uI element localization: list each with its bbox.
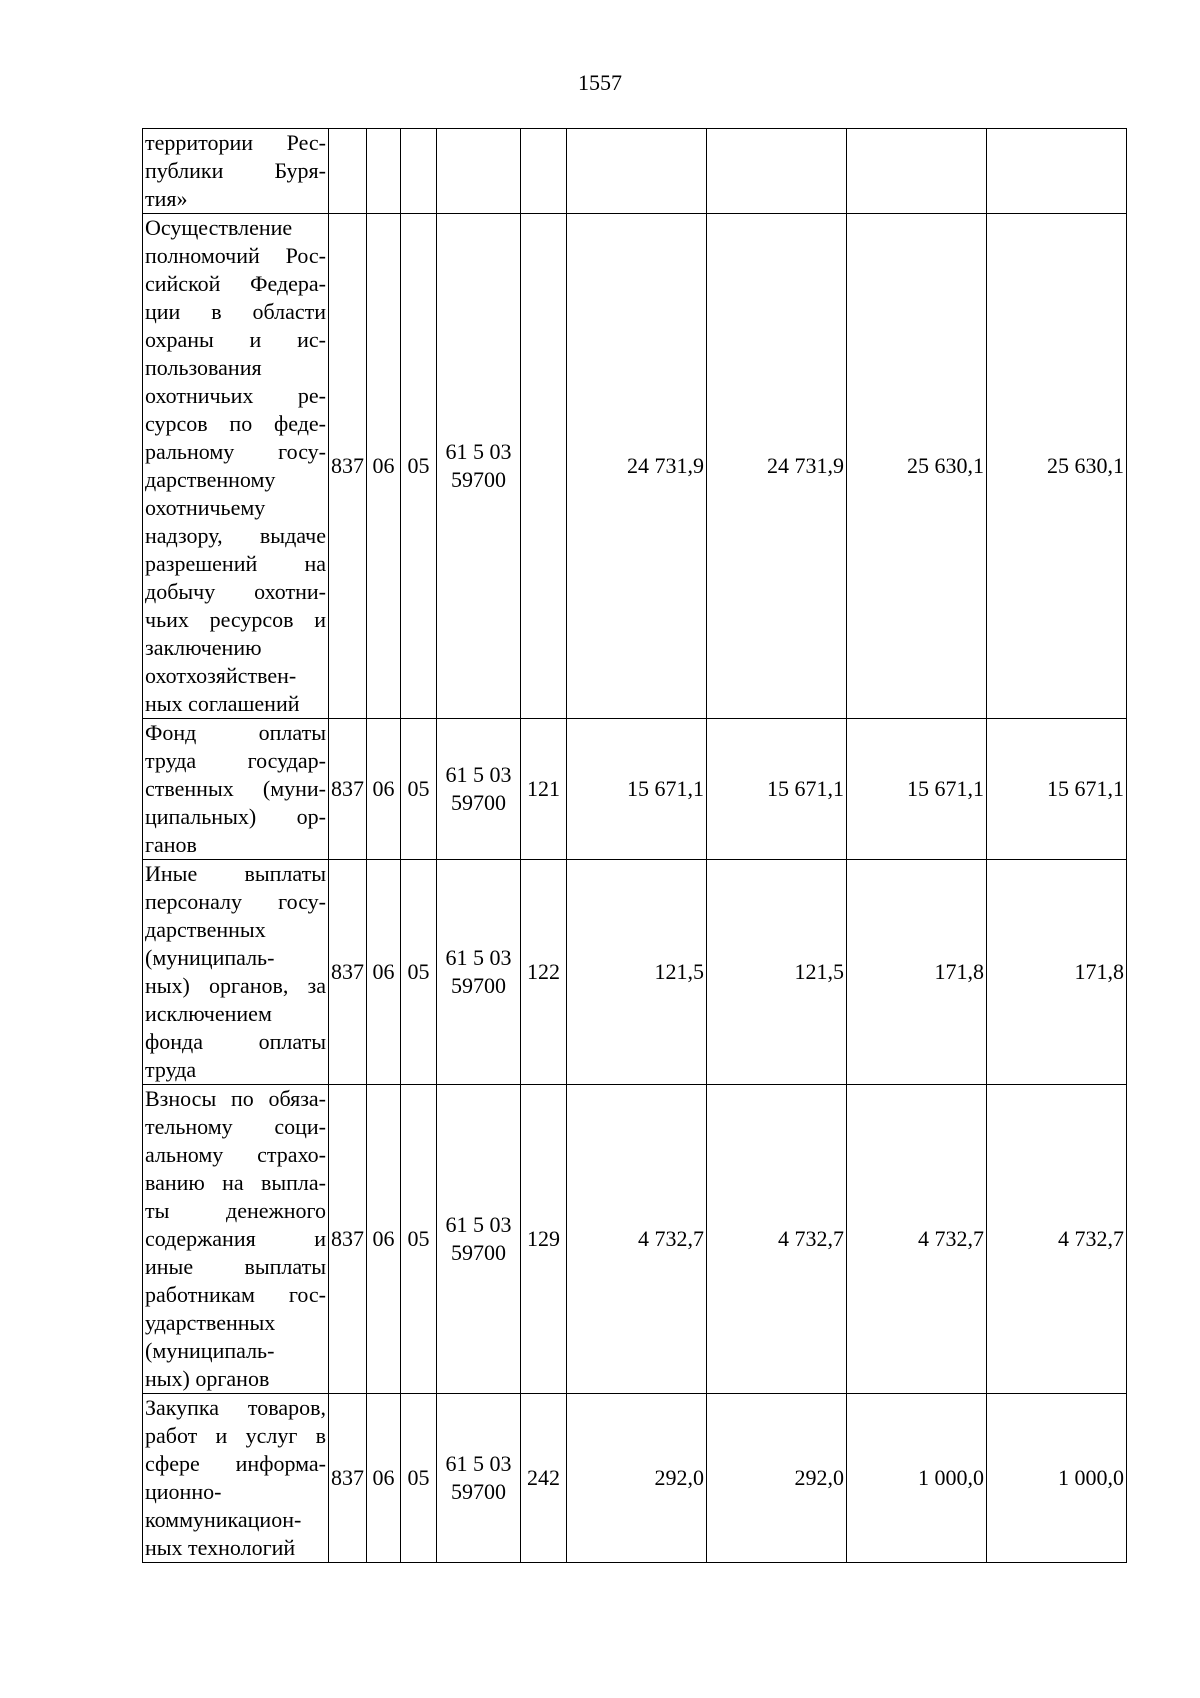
row-name-line: ных технологий — [145, 1535, 296, 1560]
amount-cell-4: 1 000,0 — [987, 1394, 1127, 1563]
page-number: 1557 — [578, 70, 622, 95]
row-name-line: ных) органов, за — [145, 973, 326, 998]
target-article-cell — [437, 1085, 521, 1394]
section-cell — [367, 129, 401, 214]
target-article-line: 59700 — [451, 973, 506, 998]
amount-cell-4 — [987, 129, 1127, 214]
section-cell: 06 — [367, 214, 401, 719]
row-name-line: ных соглашений — [145, 691, 300, 716]
row-name-line: Закупка товаров, — [145, 1395, 326, 1420]
amount-cell-4: 25 630,1 — [987, 214, 1127, 719]
row-name-line: исключением — [145, 1001, 272, 1026]
row-name-line: публики Буря- — [145, 158, 326, 183]
row-name-line: территории Рес- — [145, 130, 326, 155]
row-name-line: охотничьих ре- — [145, 383, 326, 408]
row-name-line: разрешений на — [145, 551, 326, 576]
row-name-line: альному страхо- — [145, 1142, 326, 1167]
target-article-line: 59700 — [451, 1240, 506, 1265]
row-name-line: сийской Федера- — [145, 271, 326, 296]
row-name-line: (муниципаль- — [145, 945, 275, 970]
row-name-line: охраны и ис- — [145, 327, 326, 352]
amount-cell-4: 171,8 — [987, 860, 1127, 1085]
row-name-cell — [143, 214, 329, 719]
row-name-line: ционно- — [145, 1479, 222, 1504]
row-name-line: ударственных — [145, 1310, 276, 1335]
expense-type-cell: 242 — [521, 1394, 567, 1563]
amount-cell-3: 1 000,0 — [847, 1394, 987, 1563]
row-name-line: дарственному — [145, 467, 276, 492]
row-name-line: (муниципаль- — [145, 1338, 275, 1363]
target-article-line: 61 5 03 — [445, 439, 512, 464]
row-name-line: Осуществление — [145, 215, 293, 240]
row-name-line: тельному соци- — [145, 1114, 326, 1139]
row-name-cell — [143, 860, 329, 1085]
row-name-line: труда — [145, 1057, 197, 1082]
row-name-line: охотничьему — [145, 495, 266, 520]
amount-cell-3: 15 671,1 — [847, 719, 987, 860]
row-name-cell — [143, 1085, 329, 1394]
table-row — [143, 214, 1127, 719]
target-article-line: 61 5 03 — [445, 1451, 512, 1476]
amount-cell-3: 4 732,7 — [847, 1085, 987, 1394]
row-name-line: ции в области — [145, 299, 326, 324]
subsection-cell: 05 — [401, 719, 437, 860]
target-article-cell — [437, 719, 521, 860]
row-name-line: пользования — [145, 355, 262, 380]
row-name-cell — [143, 129, 329, 214]
row-name-line: содержания и — [145, 1226, 326, 1251]
expense-type-cell: 122 — [521, 860, 567, 1085]
subsection-cell: 05 — [401, 860, 437, 1085]
row-name-line: Взносы по обяза- — [145, 1086, 326, 1111]
amount-cell-3: 171,8 — [847, 860, 987, 1085]
table-row — [143, 719, 1127, 860]
amount-cell-2: 24 731,9 — [707, 214, 847, 719]
target-article-line: 59700 — [451, 790, 506, 815]
row-name-line: тия» — [145, 186, 188, 211]
grbs-cell: 837 — [329, 719, 367, 860]
amount-cell-1 — [567, 129, 707, 214]
row-name-line: охотхозяйствен- — [145, 663, 297, 688]
row-name-line: чьих ресурсов и — [145, 607, 326, 632]
row-name-line: ганов — [145, 832, 197, 857]
section-cell: 06 — [367, 1394, 401, 1563]
row-name-line: персоналу госу- — [145, 889, 326, 914]
target-article-cell — [437, 214, 521, 719]
row-name-line: Фонд оплаты — [145, 720, 326, 745]
amount-cell-1: 15 671,1 — [567, 719, 707, 860]
row-name-line: добычу охотни- — [145, 579, 326, 604]
grbs-cell: 837 — [329, 1394, 367, 1563]
grbs-cell: 837 — [329, 860, 367, 1085]
section-cell: 06 — [367, 719, 401, 860]
expense-type-cell — [521, 214, 567, 719]
table-body — [143, 129, 1127, 1563]
amount-cell-1: 24 731,9 — [567, 214, 707, 719]
row-name-line: надзору, выдаче — [145, 523, 326, 548]
amount-cell-1: 121,5 — [567, 860, 707, 1085]
row-name-line: ственных (муни- — [145, 776, 326, 801]
row-name-line: ципальных) ор- — [145, 804, 326, 829]
amount-cell-1: 292,0 — [567, 1394, 707, 1563]
grbs-cell — [329, 129, 367, 214]
table-row — [143, 860, 1127, 1085]
subsection-cell — [401, 129, 437, 214]
row-name-line: работ и услуг в — [145, 1423, 326, 1448]
target-article-cell — [437, 1394, 521, 1563]
target-article-cell — [437, 129, 521, 214]
subsection-cell: 05 — [401, 214, 437, 719]
row-name-line: труда государ- — [145, 748, 326, 773]
amount-cell-2: 121,5 — [707, 860, 847, 1085]
section-cell: 06 — [367, 1085, 401, 1394]
row-name-line: ты денежного — [145, 1198, 326, 1223]
budget-table — [142, 128, 1127, 1563]
row-name-line: ральному госу- — [145, 439, 326, 464]
table-row — [143, 1085, 1127, 1394]
amount-cell-3: 25 630,1 — [847, 214, 987, 719]
row-name-line: дарственных — [145, 917, 266, 942]
row-name-line: полномочий Рос- — [145, 243, 326, 268]
row-name-cell — [143, 1394, 329, 1563]
grbs-cell: 837 — [329, 214, 367, 719]
row-name-cell — [143, 719, 329, 860]
section-cell: 06 — [367, 860, 401, 1085]
target-article-line: 61 5 03 — [445, 1212, 512, 1237]
expense-type-cell: 121 — [521, 719, 567, 860]
row-name-line: заключению — [145, 635, 262, 660]
amount-cell-3 — [847, 129, 987, 214]
row-name-line: сурсов по феде- — [145, 411, 326, 436]
expense-type-cell: 129 — [521, 1085, 567, 1394]
amount-cell-4: 4 732,7 — [987, 1085, 1127, 1394]
target-article-line: 61 5 03 — [445, 945, 512, 970]
target-article-line: 59700 — [451, 1479, 506, 1504]
amount-cell-2 — [707, 129, 847, 214]
subsection-cell: 05 — [401, 1394, 437, 1563]
target-article-line: 61 5 03 — [445, 762, 512, 787]
row-name-line: ванию на выпла- — [145, 1170, 326, 1195]
row-name-line: работникам гос- — [145, 1282, 326, 1307]
row-name-line: фонда оплаты — [145, 1029, 326, 1054]
row-name-line: Иные выплаты — [145, 861, 326, 886]
row-name-line: ных) органов — [145, 1366, 270, 1391]
row-name-line: коммуникацион- — [145, 1507, 302, 1532]
table-row — [143, 1394, 1127, 1563]
table-row — [143, 129, 1127, 214]
row-name-line: иные выплаты — [145, 1254, 326, 1279]
subsection-cell: 05 — [401, 1085, 437, 1394]
amount-cell-2: 4 732,7 — [707, 1085, 847, 1394]
grbs-cell: 837 — [329, 1085, 367, 1394]
target-article-cell — [437, 860, 521, 1085]
target-article-line: 59700 — [451, 467, 506, 492]
amount-cell-4: 15 671,1 — [987, 719, 1127, 860]
row-name-line: сфере информа- — [145, 1451, 326, 1476]
amount-cell-1: 4 732,7 — [567, 1085, 707, 1394]
amount-cell-2: 15 671,1 — [707, 719, 847, 860]
expense-type-cell — [521, 129, 567, 214]
amount-cell-2: 292,0 — [707, 1394, 847, 1563]
